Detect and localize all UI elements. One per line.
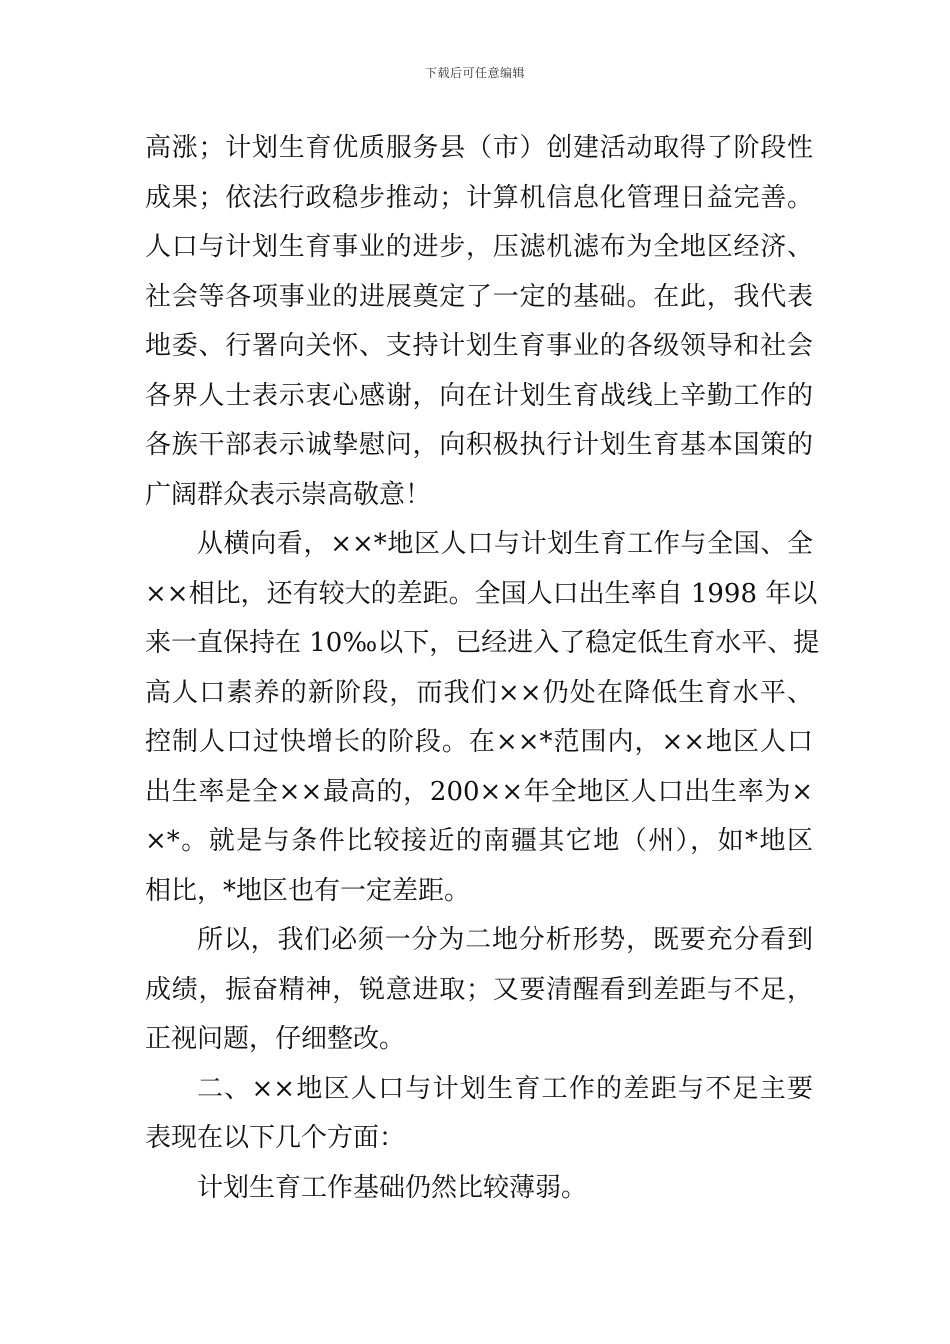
- text-line: 表现在以下几个方面：: [145, 1123, 406, 1153]
- text-line: 高涨；计划生育优质服务县（市）创建活动取得了阶段性: [145, 133, 813, 163]
- text-line: 广阔群众表示崇高敬意！: [145, 479, 432, 510]
- text-line: 各界人士表示衷心感谢，向在计划生育战线上辛勤工作的: [145, 380, 813, 411]
- text-line: 相比，*地区也有一定差距。: [145, 875, 471, 906]
- text-line: 二、××地区人口与计划生育工作的差距与不足主要: [197, 1073, 813, 1104]
- page-header: 下载后可任意编辑: [424, 66, 525, 80]
- text-line: 地委、行署向关怀、支持计划生育事业的各级领导和社会: [145, 331, 813, 361]
- document-body: [145, 124, 820, 1213]
- text-line: ××相比，还有较大的差距。全国人口出生率自 1998 年以: [145, 578, 818, 609]
- text-line: 成果；依法行政稳步推动；计算机信息化管理日益完善。: [145, 182, 813, 213]
- text-line: 社会等各项事业的进展奠定了一定的基础。在此，我代表: [145, 281, 813, 312]
- text-line: 高人口素养的新阶段，而我们××仍处在降低生育水平、: [145, 677, 813, 708]
- text-line: 成绩，振奋精神，锐意进取；又要清醒看到差距与不足，: [145, 974, 813, 1005]
- text-line: 人口与计划生育事业的进步，压滤机滤布为全地区经济、: [145, 232, 813, 262]
- text-line: 正视问题，仔细整改。: [145, 1024, 406, 1054]
- text-line: 各族干部表示诚挚慰问，向积极执行计划生育基本国策的: [145, 430, 813, 460]
- text-line: 出生率是全××最高的，200××年全地区人口出生率为×: [145, 776, 813, 807]
- text-line: 来一直保持在 10‰以下，已经进入了稳定低生育水平、提: [145, 628, 820, 658]
- text-line: 控制人口过快增长的阶段。在××*范围内，××地区人口: [145, 727, 813, 757]
- text-line: 从横向看，××*地区人口与计划生育工作与全国、全: [197, 529, 813, 559]
- text-line: 所以，我们必须一分为二地分析形势，既要充分看到: [197, 925, 813, 955]
- text-line: ×*。就是与条件比较接近的南疆其它地（州），如*地区: [145, 826, 813, 856]
- text-line: 计划生育工作基础仍然比较薄弱。: [197, 1172, 588, 1203]
